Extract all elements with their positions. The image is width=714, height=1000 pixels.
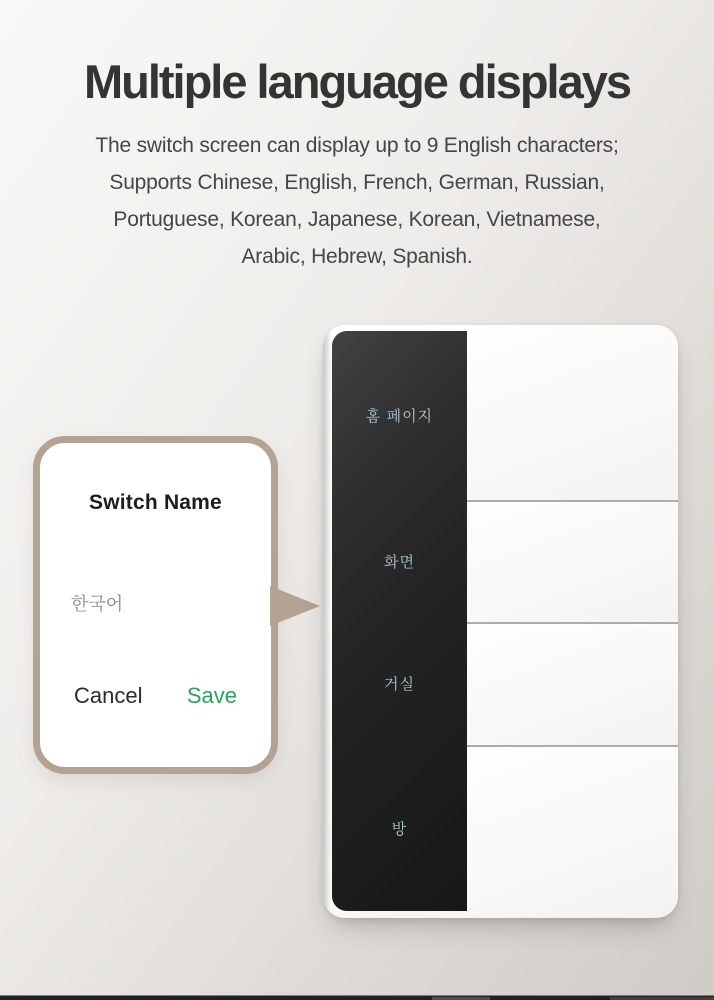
subtitle-line: Portuguese, Korean, Japanese, Korean, Vietnamese,	[113, 208, 601, 231]
header	[0, 54, 714, 275]
screen-row	[332, 745, 467, 911]
switch-screen	[332, 331, 467, 911]
screen-row	[332, 331, 467, 500]
screen-row	[332, 500, 467, 622]
panel-side-edge	[323, 325, 332, 918]
switch-buttons	[467, 325, 678, 918]
switch-name-input[interactable]: 한국어	[71, 594, 124, 614]
screen-label-home: 홈 페이지	[365, 408, 434, 425]
save-button[interactable]: Save	[186, 683, 237, 708]
page-subtitle	[0, 127, 714, 275]
subtitle-line: Arabic, Hebrew, Spanish.	[241, 245, 473, 268]
subtitle-line: Supports Chinese, English, French, German, Russian,	[109, 171, 605, 194]
switch-button-4[interactable]	[467, 745, 678, 916]
dialog-pointer-arrow	[270, 586, 320, 626]
dialog-actions	[74, 683, 237, 709]
switch-button-3[interactable]	[467, 622, 678, 745]
subtitle-line: The switch screen can display up to 9 English characters;	[95, 134, 619, 157]
dialog-title: Switch Name	[89, 491, 222, 514]
cancel-button[interactable]: Cancel	[74, 683, 143, 708]
next-section-preview	[0, 995, 714, 1000]
page-title: Multiple language displays	[83, 55, 631, 108]
switch-button-2[interactable]	[467, 500, 678, 622]
screen-label-livingroom: 거실	[384, 676, 415, 693]
screen-row	[332, 622, 467, 745]
switch-button-1[interactable]	[467, 325, 678, 500]
switch-name-dialog	[33, 436, 278, 774]
switch-panel	[323, 325, 678, 918]
screen-label-room: 방	[391, 820, 408, 838]
screen-label-screen: 화면	[384, 553, 415, 571]
